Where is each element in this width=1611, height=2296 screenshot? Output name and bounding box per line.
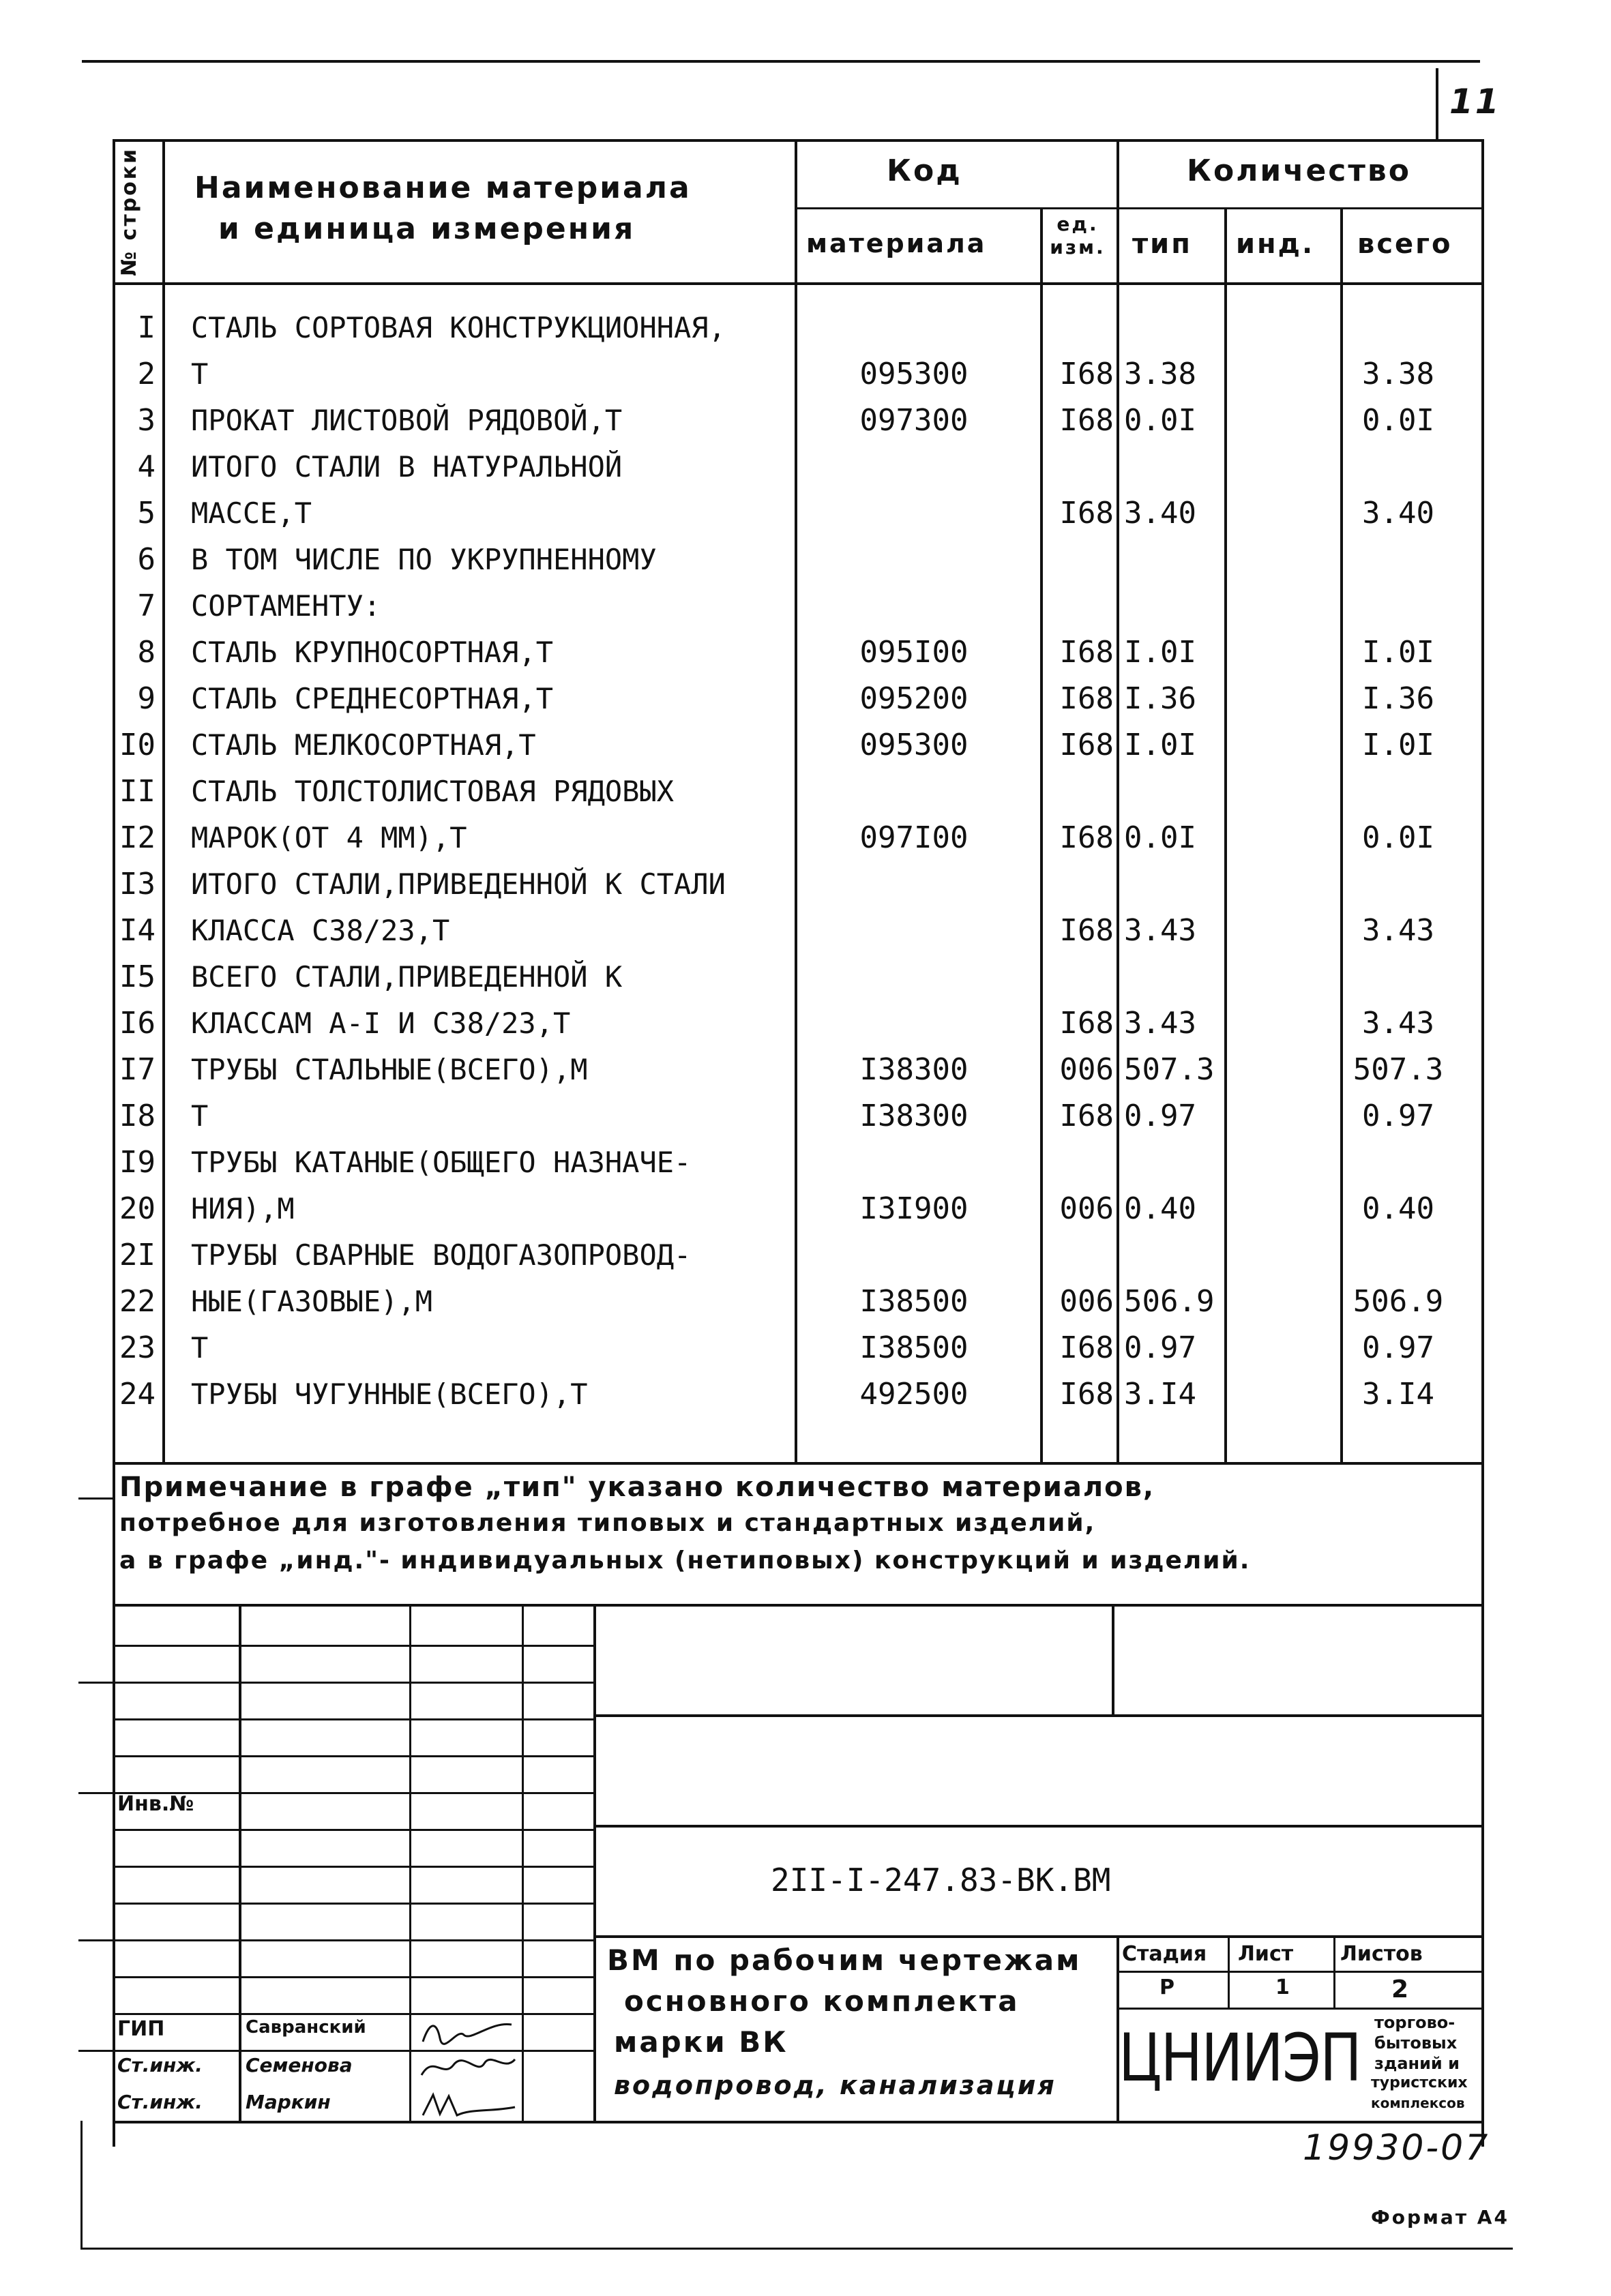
qty-typ: 3.38 bbox=[1124, 357, 1196, 391]
row-number: I7 bbox=[119, 1052, 156, 1087]
header-qty-ind: инд. bbox=[1236, 228, 1315, 260]
material-code: I3I900 bbox=[859, 1191, 969, 1226]
top-border bbox=[82, 60, 1480, 63]
unit-code: I68 bbox=[1059, 820, 1114, 855]
row-number: 20 bbox=[119, 1191, 156, 1226]
qty-typ: 0.0I bbox=[1124, 820, 1196, 855]
material-name: МАССЕ,Т bbox=[191, 496, 312, 530]
unit-code: I68 bbox=[1059, 403, 1114, 438]
unit-code: I68 bbox=[1059, 1377, 1114, 1412]
material-code: 492500 bbox=[859, 1377, 969, 1412]
outer-bottom-line bbox=[80, 2248, 1513, 2250]
header-qty-total: всего bbox=[1357, 228, 1453, 260]
row-number: 6 bbox=[137, 542, 156, 577]
unit-code: I68 bbox=[1059, 357, 1114, 391]
material-name: Т bbox=[191, 357, 209, 391]
material-code: I38500 bbox=[859, 1284, 969, 1319]
header-code-unit: ед. изм. bbox=[1050, 213, 1106, 258]
row-number: I2 bbox=[119, 820, 156, 855]
stamp-stage-bottom bbox=[1117, 2008, 1483, 2010]
table-row bbox=[0, 444, 1611, 490]
material-name: МАРОК(ОТ 4 ММ),Т bbox=[191, 821, 467, 854]
table-row bbox=[0, 722, 1611, 769]
org-name: ЦНИИЭП bbox=[1119, 2020, 1361, 2096]
qty-typ: 0.97 bbox=[1124, 1099, 1196, 1133]
sheet-label: Лист bbox=[1238, 1942, 1294, 1966]
table-row bbox=[0, 954, 1611, 1000]
row-number: 22 bbox=[119, 1284, 156, 1319]
role-3-name: Маркин bbox=[246, 2091, 331, 2113]
unit-code: I68 bbox=[1059, 1099, 1114, 1133]
table-row bbox=[0, 769, 1611, 815]
org-sub-1: торгово- bbox=[1374, 2013, 1455, 2032]
table-row bbox=[0, 629, 1611, 676]
qty-typ: I.0I bbox=[1124, 728, 1196, 762]
material-code: I38300 bbox=[859, 1099, 969, 1133]
qty-total: I.0I bbox=[1362, 635, 1434, 670]
unit-code: I68 bbox=[1059, 681, 1114, 716]
table-top bbox=[113, 139, 1483, 142]
role-2: Ст.инж. bbox=[117, 2054, 203, 2076]
qty-total: 3.38 bbox=[1362, 357, 1434, 391]
qty-total: 507.3 bbox=[1353, 1052, 1444, 1087]
table-row bbox=[0, 305, 1611, 351]
sheet-value: 1 bbox=[1275, 1976, 1290, 1999]
material-name: ИТОГО СТАЛИ,ПРИВЕДЕННОЙ К СТАЛИ bbox=[191, 867, 726, 901]
format-label: Формат А4 bbox=[1371, 2206, 1509, 2228]
material-name: СТАЛЬ МЕЛКОСОРТНАЯ,Т bbox=[191, 728, 536, 762]
row-number: 23 bbox=[119, 1330, 156, 1365]
stamp-title-line4: водопровод, канализация bbox=[614, 2070, 1056, 2100]
stage-label: Стадия bbox=[1122, 1942, 1207, 1966]
unit-code: I68 bbox=[1059, 913, 1114, 948]
material-name: ТРУБЫ СВАРНЫЕ ВОДОГАЗОПРОВОД- bbox=[191, 1238, 692, 1272]
sheet-number: 11 bbox=[1449, 82, 1501, 121]
row-number: 5 bbox=[137, 496, 156, 531]
material-name: СТАЛЬ СОРТОВАЯ КОНСТРУКЦИОННАЯ, bbox=[191, 311, 726, 344]
outer-left-margin bbox=[80, 2121, 83, 2249]
qty-typ: 3.43 bbox=[1124, 1006, 1196, 1041]
table-row bbox=[0, 1325, 1611, 1371]
material-code: 095I00 bbox=[859, 635, 969, 670]
org-sub-4: туристских bbox=[1371, 2074, 1468, 2091]
table-row bbox=[0, 490, 1611, 537]
qty-total: 3.43 bbox=[1362, 1006, 1434, 1041]
material-name: ИТОГО СТАЛИ В НАТУРАЛЬНОЙ bbox=[191, 450, 623, 483]
qty-total: 0.0I bbox=[1362, 820, 1434, 855]
header-name-line1: Наименование материала bbox=[194, 170, 692, 205]
table-row bbox=[0, 398, 1611, 444]
unit-code: 006 bbox=[1059, 1191, 1114, 1226]
row-number: I5 bbox=[119, 959, 156, 994]
material-name: КЛАССА С38/23,Т bbox=[191, 914, 450, 947]
header-mid bbox=[795, 207, 1483, 209]
table-row bbox=[0, 676, 1611, 722]
sheet-number-box-left bbox=[1436, 68, 1438, 140]
role-1-name: Савранский bbox=[246, 2017, 366, 2038]
role-3: Ст.инж. bbox=[117, 2091, 203, 2113]
signature-3 bbox=[416, 2088, 518, 2122]
row-number: I4 bbox=[119, 913, 156, 948]
qty-typ: 0.40 bbox=[1124, 1191, 1196, 1226]
material-code: I38300 bbox=[859, 1052, 969, 1087]
material-name: НИЯ),М bbox=[191, 1192, 295, 1225]
unit-code: I68 bbox=[1059, 1330, 1114, 1365]
material-name: ТРУБЫ ЧУГУННЫЕ(ВСЕГО),Т bbox=[191, 1377, 588, 1411]
unit-code: 006 bbox=[1059, 1052, 1114, 1087]
note-top bbox=[113, 1462, 1483, 1465]
material-name: СТАЛЬ СРЕДНЕСОРТНАЯ,Т bbox=[191, 682, 554, 715]
row-number: 7 bbox=[137, 588, 156, 623]
signature-2 bbox=[416, 2051, 518, 2085]
signature-1 bbox=[416, 2014, 518, 2048]
unit-code: I68 bbox=[1059, 496, 1114, 531]
unit-code: I68 bbox=[1059, 635, 1114, 670]
qty-total: 0.0I bbox=[1362, 403, 1434, 438]
material-code: 095200 bbox=[859, 681, 969, 716]
table-row bbox=[0, 815, 1611, 861]
material-code: I38500 bbox=[859, 1330, 969, 1365]
stamp-col-3 bbox=[522, 1604, 524, 2121]
row-number: 9 bbox=[137, 681, 156, 716]
material-code: 095300 bbox=[859, 728, 969, 762]
table-row bbox=[0, 1000, 1611, 1047]
table-row bbox=[0, 351, 1611, 398]
material-name: ТРУБЫ КАТАНЫЕ(ОБЩЕГО НАЗНАЧЕ- bbox=[191, 1146, 692, 1179]
qty-total: I.0I bbox=[1362, 728, 1434, 762]
material-code: 097I00 bbox=[859, 820, 969, 855]
material-name: КЛАССАМ А-I И С38/23,Т bbox=[191, 1007, 571, 1040]
row-number: I9 bbox=[119, 1145, 156, 1180]
qty-total: I.36 bbox=[1362, 681, 1434, 716]
note-line3: а в графе „инд."- индивидуальных (нетиповых) конструкций и изделий. bbox=[119, 1547, 1251, 1575]
qty-typ: 0.0I bbox=[1124, 403, 1196, 438]
qty-typ: I.0I bbox=[1124, 635, 1196, 670]
stamp-bottom bbox=[113, 2121, 1483, 2123]
qty-total: 506.9 bbox=[1353, 1284, 1444, 1319]
stamp-code-top bbox=[593, 1825, 1483, 1828]
org-sub-2: бытовых bbox=[1374, 2033, 1458, 2053]
org-sub-3: зданий и bbox=[1374, 2054, 1460, 2073]
row-number: 3 bbox=[137, 403, 156, 438]
stamp-code-bottom bbox=[593, 1935, 1483, 1938]
note-line2: потребное для изготовления типовых и стандартных изделий, bbox=[119, 1509, 1096, 1537]
table-row bbox=[0, 861, 1611, 908]
row-number: I8 bbox=[119, 1099, 156, 1133]
stamp-upper-line bbox=[593, 1714, 1483, 1717]
stamp-stage-mid bbox=[1117, 1971, 1483, 1973]
header-qty-typ: тип bbox=[1132, 228, 1192, 260]
stage-value: Р bbox=[1159, 1976, 1174, 1999]
material-name: ВСЕГО СТАЛИ,ПРИВЕДЕННОЙ К bbox=[191, 960, 623, 994]
stamp-title-line2: основного комплекта bbox=[624, 1984, 1020, 2018]
qty-total: 0.97 bbox=[1362, 1099, 1434, 1133]
margin-tick-5 bbox=[78, 2050, 113, 2052]
header-qty: Количество bbox=[1187, 153, 1411, 188]
material-code: 097300 bbox=[859, 403, 969, 438]
table-row bbox=[0, 1232, 1611, 1279]
qty-total: 3.I4 bbox=[1362, 1377, 1434, 1412]
inv-no-label: Инв.№ bbox=[117, 1792, 194, 1816]
table-row bbox=[0, 1047, 1611, 1093]
doc-code: 2II-I-247.83-ВК.ВМ bbox=[771, 1862, 1111, 1898]
role-2-name: Семенова bbox=[246, 2054, 353, 2076]
row-number: II bbox=[119, 774, 156, 809]
table-row bbox=[0, 1186, 1611, 1232]
table-row bbox=[0, 1371, 1611, 1418]
qty-typ: I.36 bbox=[1124, 681, 1196, 716]
unit-code: 006 bbox=[1059, 1284, 1114, 1319]
margin-tick-4 bbox=[78, 1939, 113, 1941]
stamp-title-line1: ВМ по рабочим чертежам bbox=[607, 1943, 1082, 1977]
row-number: 2I bbox=[119, 1238, 156, 1272]
material-name: В ТОМ ЧИСЛЕ ПО УКРУПНЕННОМУ bbox=[191, 543, 657, 576]
stamp-col-4 bbox=[593, 1604, 596, 2121]
material-name: Т bbox=[191, 1099, 209, 1133]
row-number: I6 bbox=[119, 1006, 156, 1041]
qty-total: 3.43 bbox=[1362, 913, 1434, 948]
row-number: 8 bbox=[137, 635, 156, 670]
qty-typ: 507.3 bbox=[1124, 1052, 1215, 1087]
material-name: ПРОКАТ ЛИСТОВОЙ РЯДОВОЙ,Т bbox=[191, 404, 623, 437]
material-name: СТАЛЬ ТОЛСТОЛИСТОВАЯ РЯДОВЫХ bbox=[191, 775, 675, 808]
row-number: I0 bbox=[119, 728, 156, 762]
role-1: ГИП bbox=[117, 2017, 165, 2041]
material-name: ТРУБЫ СТАЛЬНЫЕ(ВСЕГО),М bbox=[191, 1053, 588, 1086]
stamp-upper-divider bbox=[1112, 1604, 1114, 1714]
note-bottom bbox=[113, 1604, 1483, 1607]
row-number: 2 bbox=[137, 357, 156, 391]
qty-typ: 3.43 bbox=[1124, 913, 1196, 948]
stamp-title-line3: марки ВК bbox=[614, 2025, 788, 2059]
material-code: 095300 bbox=[859, 357, 969, 391]
stamp-col-1 bbox=[239, 1604, 241, 2121]
unit-code: I68 bbox=[1059, 728, 1114, 762]
header-name-line2: и единица измерения bbox=[218, 211, 636, 246]
row-number: I3 bbox=[119, 867, 156, 901]
header-code: Код bbox=[887, 153, 962, 188]
material-name: СТАЛЬ КРУПНОСОРТНАЯ,Т bbox=[191, 636, 554, 669]
table-row bbox=[0, 908, 1611, 954]
qty-total: 0.40 bbox=[1362, 1191, 1434, 1226]
qty-typ: 3.I4 bbox=[1124, 1377, 1196, 1412]
margin-tick-2 bbox=[78, 1682, 113, 1684]
margin-tick-3 bbox=[78, 1792, 113, 1794]
qty-typ: 3.40 bbox=[1124, 496, 1196, 531]
qty-typ: 506.9 bbox=[1124, 1284, 1215, 1319]
table-row bbox=[0, 537, 1611, 583]
unit-code: I68 bbox=[1059, 1006, 1114, 1041]
header-code-material: материала bbox=[806, 228, 987, 258]
material-name: Т bbox=[191, 1331, 209, 1365]
row-number: 4 bbox=[137, 449, 156, 484]
table-row bbox=[0, 1139, 1611, 1186]
sheets-label: Листов bbox=[1340, 1942, 1423, 1966]
qty-total: 3.40 bbox=[1362, 496, 1434, 531]
row-number: I bbox=[137, 310, 156, 345]
archive-number: 19930-07 bbox=[1303, 2128, 1490, 2168]
table-row bbox=[0, 583, 1611, 629]
table-row bbox=[0, 1093, 1611, 1139]
qty-total: 0.97 bbox=[1362, 1330, 1434, 1365]
row-number: 24 bbox=[119, 1377, 156, 1412]
material-name: НЫЕ(ГАЗОВЫЕ),М bbox=[191, 1285, 433, 1318]
material-name: СОРТАМЕНТУ: bbox=[191, 589, 381, 623]
note-line1: Примечание в графе „тип" указано количество материалов, bbox=[119, 1472, 1155, 1503]
header-bottom bbox=[113, 282, 1483, 285]
margin-tick-1 bbox=[78, 1497, 113, 1500]
table-row bbox=[0, 1279, 1611, 1325]
header-row-no: № строки bbox=[117, 147, 141, 276]
sheets-value: 2 bbox=[1391, 1976, 1409, 2003]
org-sub-5: комплексов bbox=[1371, 2095, 1465, 2111]
stamp-col-2 bbox=[409, 1604, 411, 2121]
qty-typ: 0.97 bbox=[1124, 1330, 1196, 1365]
